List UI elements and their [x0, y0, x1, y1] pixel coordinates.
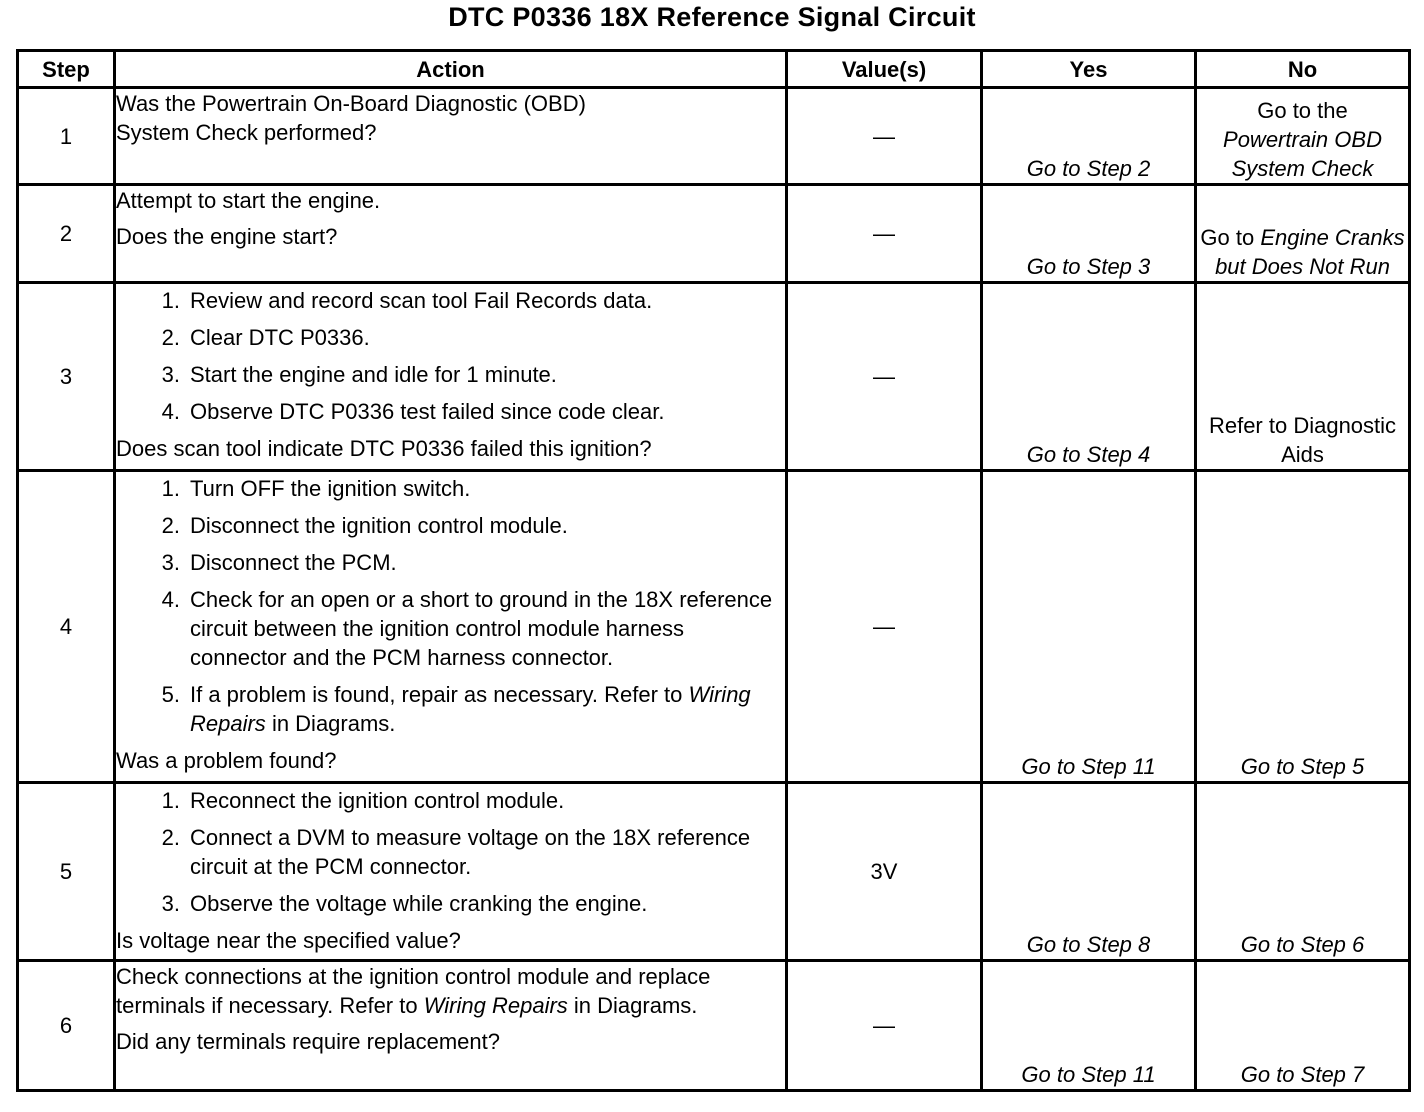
yes-cell: [982, 185, 1196, 283]
no-link[interactable]: Go to Step 6: [1240, 932, 1365, 957]
list-item: 2. Clear DTC P0336.: [161, 325, 370, 350]
step-number: 1: [18, 88, 115, 185]
no-link[interactable]: Go to Step 7: [1240, 1062, 1365, 1087]
value-cell: —: [787, 185, 982, 283]
list-item: 2. Connect a DVM to measure voltage on the 18X reference circuit at the PCM connector.: [161, 825, 751, 879]
list-item: 3. Start the engine and idle for 1 minute.: [161, 362, 557, 387]
step-number: 4: [18, 471, 115, 783]
yes-cell: [982, 283, 1196, 471]
page-title: DTC P0336 18X Reference Signal Circuit: [448, 2, 976, 32]
list-item: 3. Disconnect the PCM.: [161, 550, 397, 575]
yes-cell: [982, 783, 1196, 961]
table-row: [18, 783, 1410, 961]
yes-cell: [982, 88, 1196, 185]
no-cell: [1196, 961, 1410, 1091]
value-cell: —: [787, 283, 982, 471]
action-steps: [116, 286, 785, 426]
value-cell: —: [787, 961, 982, 1091]
action-question: Does scan tool indicate DTC P0336 failed this ignition?: [116, 436, 652, 461]
step-number: 6: [18, 961, 115, 1091]
yes-link[interactable]: Go to Step 4: [1026, 442, 1151, 467]
table-row: [18, 88, 1410, 185]
no-link[interactable]: Go to Step 5: [1240, 754, 1365, 779]
action-cell: [115, 283, 787, 471]
action-cell: [115, 783, 787, 961]
list-item: 1. Review and record scan tool Fail Records data.: [161, 288, 653, 313]
action-steps: [116, 786, 785, 918]
header-yes: Yes: [982, 51, 1196, 88]
yes-cell: [982, 961, 1196, 1091]
header-action: Action: [115, 51, 787, 88]
header-no: No: [1196, 51, 1410, 88]
yes-link[interactable]: Go to Step 8: [1026, 932, 1151, 957]
list-item: 1. Reconnect the ignition control module.: [161, 788, 565, 813]
action-steps: [116, 474, 785, 738]
action-question: Was the Powertrain On-Board Diagnostic (OBD) System Check performed?: [116, 91, 586, 145]
table-row: [18, 185, 1410, 283]
action-cell: [115, 961, 787, 1091]
no-cell: [1196, 185, 1410, 283]
wiring-repairs-link[interactable]: Wiring Repairs: [190, 682, 751, 736]
yes-link[interactable]: Go to Step 3: [1026, 254, 1151, 279]
action-cell: [115, 471, 787, 783]
step-number: 5: [18, 783, 115, 961]
wiring-repairs-link[interactable]: Wiring Repairs: [423, 993, 568, 1018]
no-prefix: Go to the: [1257, 98, 1348, 123]
no-cell: [1196, 783, 1410, 961]
value-cell: —: [787, 471, 982, 783]
no-cell: [1196, 88, 1410, 185]
action-line: Attempt to start the engine.: [116, 188, 381, 213]
no-link[interactable]: Engine Cranks but Does Not Run: [1215, 225, 1405, 279]
table-row: [18, 961, 1410, 1091]
no-cell: Refer to Diagnostic Aids: [1196, 283, 1410, 471]
list-item: 2. Disconnect the ignition control module.: [161, 513, 568, 538]
action-question: Was a problem found?: [116, 748, 337, 773]
yes-link[interactable]: Go to Step 11: [1021, 1062, 1156, 1087]
action-text: Check connections at the ignition control module and replace terminals if necessary. Refer to Wiring Repairs in Diagrams.: [116, 964, 711, 1018]
list-item: 5. If a problem is found, repair as necessary. Refer to Wiring Repairs in Diagrams.: [161, 682, 751, 736]
action-question: Is voltage near the specified value?: [116, 928, 461, 953]
value-cell: —: [787, 88, 982, 185]
header-step: Step: [18, 51, 115, 88]
action-question: Does the engine start?: [116, 224, 338, 249]
step-number: 2: [18, 185, 115, 283]
table-row: [18, 283, 1410, 471]
yes-link[interactable]: Go to Step 11: [1021, 754, 1156, 779]
list-item: 4. Observe DTC P0336 test failed since code clear.: [161, 399, 665, 424]
list-item: 4. Check for an open or a short to ground in the 18X reference circuit between the ignition control module harness connector and the PCM harness connector.: [161, 587, 773, 670]
value-cell: 3V: [787, 783, 982, 961]
list-item: 1. Turn OFF the ignition switch.: [161, 476, 471, 501]
no-prefix: Go to: [1200, 225, 1255, 250]
header-values: Value(s): [787, 51, 982, 88]
list-item: 3. Observe the voltage while cranking the engine.: [161, 891, 648, 916]
table-row: [18, 471, 1410, 783]
table-header-row: [18, 51, 1410, 88]
no-cell: [1196, 471, 1410, 783]
action-cell: [115, 88, 787, 185]
no-link[interactable]: Powertrain OBD System Check: [1223, 127, 1382, 181]
yes-link[interactable]: Go to Step 2: [1026, 156, 1151, 181]
diagnostic-table: [16, 49, 1411, 1092]
step-number: 3: [18, 283, 115, 471]
action-cell: [115, 185, 787, 283]
yes-cell: [982, 471, 1196, 783]
action-question: Did any terminals require replacement?: [116, 1029, 500, 1054]
